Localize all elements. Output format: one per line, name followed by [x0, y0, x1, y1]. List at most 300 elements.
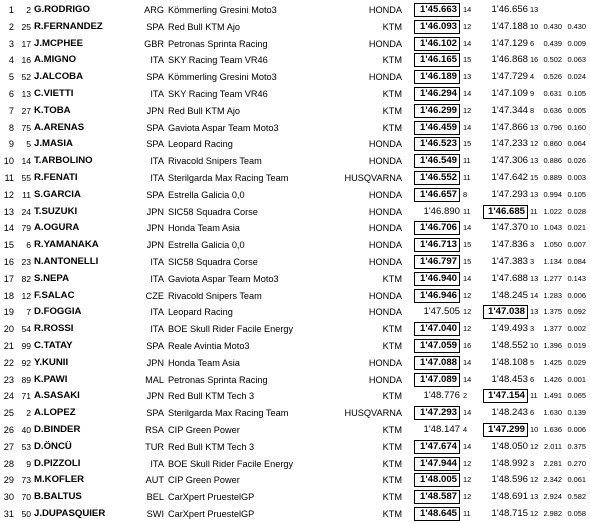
team-cell: SIC58 Squadra Corse: [168, 256, 258, 267]
gap-first-cell: 1.491: [543, 391, 562, 401]
gap-previous-cell: 0.006: [567, 424, 586, 434]
best-lap-cell: [404, 489, 460, 506]
position-cell: 2: [8, 21, 14, 32]
manufacturer-cell: KTM: [382, 21, 402, 32]
team-cell: Honda Team Asia: [168, 223, 240, 234]
nation-cell: ITA: [150, 55, 164, 66]
table-row: [0, 120, 590, 137]
rider-number-cell: 7: [26, 307, 31, 318]
nation-cell: ITA: [150, 273, 164, 284]
gap-previous-cell: 0.026: [567, 156, 586, 166]
best-lap-cell: [404, 2, 460, 19]
gap-previous-cell: 0.021: [567, 223, 586, 233]
second-lap-cell: 1'48.050: [491, 440, 528, 452]
table-row: [0, 338, 590, 355]
position-cell: 22: [3, 357, 14, 368]
best-lap-boxed-value: 1'47.059: [414, 339, 460, 353]
table-row: [0, 237, 590, 254]
best-lap-number-cell: 12: [463, 458, 472, 468]
team-cell: BOE Skull Rider Facile Energy: [168, 324, 294, 335]
manufacturer-cell: HONDA: [368, 290, 402, 301]
nation-cell: JPN: [146, 223, 164, 234]
manufacturer-cell: HONDA: [368, 38, 402, 49]
second-lap-number-cell: 13: [530, 189, 539, 199]
table-row: [0, 170, 590, 187]
second-lap-cell: 1'47.293: [491, 188, 528, 200]
best-lap-number-cell: 14: [463, 441, 472, 451]
gap-first-cell: 2.924: [543, 492, 562, 502]
best-lap-boxed-value: 1'48.645: [414, 507, 460, 521]
best-lap-number-cell: 8: [463, 189, 468, 199]
position-cell: 6: [8, 88, 14, 99]
gap-previous-cell: 0.270: [567, 458, 586, 468]
team-cell: CIP Green Power: [168, 424, 240, 435]
gap-previous-cell: 0.092: [567, 307, 586, 317]
position-cell: 24: [3, 391, 14, 402]
manufacturer-cell: HUSQVARNA: [344, 172, 402, 183]
best-lap-boxed-value: 1'46.713: [414, 238, 460, 252]
best-lap-boxed-value: 1'46.165: [414, 53, 460, 67]
best-lap-boxed-value: 1'46.189: [414, 70, 460, 84]
second-lap-cell: 1'48.691: [491, 491, 528, 503]
rider-number-cell: 12: [21, 290, 31, 301]
best-lap-boxed-value: 1'46.459: [414, 121, 460, 135]
second-lap-number-cell: 8: [530, 105, 535, 115]
second-lap-cell: 1'48.245: [491, 289, 528, 301]
rider-number-cell: 2: [26, 5, 31, 15]
second-lap-cell: [474, 388, 528, 405]
rider-number-cell: 13: [21, 88, 31, 99]
table-row: [0, 372, 590, 389]
second-lap-boxed-value: 1'47.038: [483, 305, 528, 319]
second-lap-cell: 1'47.642: [491, 171, 528, 183]
team-cell: Gaviota Aspar Team Moto3: [168, 273, 279, 284]
gap-first-cell: 1.375: [543, 307, 562, 317]
best-lap-number-cell: 14: [463, 5, 472, 14]
best-lap-number-cell: 11: [463, 156, 471, 166]
best-lap-number-cell: 14: [463, 273, 472, 283]
best-lap-number-cell: 12: [463, 21, 472, 31]
team-cell: CIP Green Power: [168, 475, 240, 486]
manufacturer-cell: KTM: [382, 273, 402, 284]
position-cell: 11: [4, 172, 14, 183]
nation-cell: ARG: [144, 5, 164, 15]
nation-cell: SPA: [146, 189, 164, 200]
second-lap-cell: 1'47.188: [491, 20, 528, 32]
rider-name-cell: Y.KUNII: [34, 356, 69, 368]
rider-number-cell: 52: [21, 72, 31, 83]
rider-number-cell: 24: [21, 206, 31, 217]
team-cell: Rivacold Snipers Team: [168, 290, 262, 301]
second-lap-cell: 1'47.306: [491, 155, 528, 167]
position-cell: 12: [3, 189, 14, 200]
position-cell: 4: [8, 55, 14, 66]
rider-name-cell: M.KOFLER: [34, 474, 85, 486]
gap-first-cell: 1.636: [543, 424, 562, 434]
rider-name-cell: A.OGURA: [34, 222, 80, 234]
best-lap-cell: [404, 237, 460, 254]
second-lap-number-cell: 13: [530, 492, 539, 502]
best-lap-cell: [404, 220, 460, 237]
nation-cell: SPA: [146, 72, 164, 83]
manufacturer-cell: HONDA: [368, 374, 402, 385]
team-cell: Red Bull KTM Tech 3: [168, 441, 255, 452]
rider-number-cell: 5: [26, 139, 31, 150]
rider-name-cell: R.ROSSI: [34, 323, 74, 335]
rider-name-cell: R.FENATI: [34, 171, 78, 183]
second-lap-number-cell: 4: [530, 72, 535, 82]
table-row: [0, 52, 590, 69]
best-lap-cell: [404, 288, 460, 305]
gap-previous-cell: 0.061: [567, 475, 586, 485]
team-cell: BOE Skull Rider Facile Energy: [168, 458, 294, 469]
rider-number-cell: 54: [21, 324, 31, 335]
nation-cell: ITA: [150, 88, 164, 99]
position-cell: 27: [3, 441, 14, 452]
table-row: [0, 456, 590, 473]
gap-first-cell: 2.281: [543, 458, 562, 468]
table-row: [0, 489, 590, 506]
best-lap-boxed-value: 1'46.294: [414, 87, 460, 101]
second-lap-cell: [474, 304, 528, 321]
second-lap-number-cell: 13: [530, 273, 539, 283]
team-cell: Estrella Galicia 0,0: [168, 189, 245, 200]
position-cell: 19: [3, 307, 14, 318]
manufacturer-cell: HONDA: [368, 240, 402, 251]
second-lap-cell: 1'46.656: [491, 4, 528, 15]
rider-name-cell: R.YAMANAKA: [34, 239, 99, 251]
second-lap-number-cell: 16: [530, 55, 539, 65]
second-lap-number-cell: 3: [530, 458, 535, 468]
second-lap-number-cell: 12: [530, 441, 539, 451]
table-row: [0, 472, 590, 489]
nation-cell: JPN: [146, 206, 164, 217]
second-lap-cell: 1'47.729: [491, 71, 528, 83]
best-lap-boxed-value: 1'46.102: [414, 37, 460, 51]
nation-cell: SPA: [146, 21, 164, 32]
table-row: [0, 388, 590, 405]
gap-first-cell: 0.886: [543, 156, 562, 166]
nation-cell: ITA: [150, 458, 164, 469]
team-cell: SKY Racing Team VR46: [168, 88, 268, 99]
second-lap-cell: 1'47.109: [491, 87, 528, 99]
second-lap-boxed-value: 1'47.154: [483, 389, 528, 403]
best-lap-boxed-value: 1'46.093: [414, 20, 460, 34]
gap-previous-cell: 0.028: [567, 206, 586, 216]
manufacturer-cell: HONDA: [368, 72, 402, 83]
team-cell: Petronas Sprinta Racing: [168, 38, 268, 49]
manufacturer-cell: KTM: [382, 508, 402, 519]
rider-number-cell: 99: [21, 340, 31, 351]
manufacturer-cell: HONDA: [368, 357, 402, 368]
rider-number-cell: 16: [21, 55, 31, 66]
position-cell: 21: [3, 340, 14, 351]
second-lap-number-cell: 15: [530, 172, 539, 182]
nation-cell: BEL: [146, 492, 164, 503]
rider-name-cell: J.MASIA: [34, 138, 73, 150]
rider-number-cell: 73: [21, 475, 31, 486]
best-lap-cell: [404, 254, 460, 271]
gap-previous-cell: 0.001: [567, 374, 586, 384]
team-cell: Reale Avintia Moto3: [168, 340, 250, 351]
best-lap-cell: [404, 439, 460, 456]
gap-previous-cell: 0.143: [567, 273, 586, 283]
best-lap-number-cell: 11: [463, 508, 471, 518]
best-lap-number-cell: 15: [463, 139, 472, 149]
second-lap-number-cell: 6: [530, 408, 535, 418]
nation-cell: JPN: [146, 240, 164, 251]
second-lap-cell: 1'47.836: [491, 239, 528, 251]
best-lap-cell: 1'46.890: [423, 205, 460, 217]
manufacturer-cell: KTM: [382, 475, 402, 486]
gap-previous-cell: 0.065: [567, 391, 586, 401]
best-lap-boxed-value: 1'46.523: [414, 137, 460, 151]
best-lap-number-cell: 11: [463, 172, 471, 182]
manufacturer-cell: HONDA: [368, 156, 402, 167]
best-lap-boxed-value: 1'47.944: [414, 457, 460, 471]
second-lap-cell: 1'47.866: [491, 121, 528, 133]
gap-first-cell: 0.526: [543, 72, 562, 82]
position-cell: 25: [3, 408, 14, 419]
team-cell: Rivacold Snipers Team: [168, 156, 262, 167]
position-cell: 13: [3, 206, 14, 217]
best-lap-cell: [404, 36, 460, 53]
gap-first-cell: 0.796: [543, 122, 562, 132]
rider-name-cell: S.GARCIA: [34, 188, 81, 200]
second-lap-cell: 1'48.243: [491, 407, 528, 419]
rider-name-cell: J.DUPASQUIER: [34, 507, 106, 519]
table-row: [0, 69, 590, 86]
best-lap-number-cell: 14: [463, 122, 472, 132]
second-lap-cell: 1'48.108: [491, 356, 528, 368]
nation-cell: ITA: [150, 256, 164, 267]
table-row: [0, 254, 590, 271]
rider-number-cell: 55: [21, 172, 31, 183]
best-lap-boxed-value: 1'46.549: [414, 154, 460, 168]
gap-first-cell: 1.043: [543, 223, 562, 233]
gap-first-cell: 1.426: [543, 374, 562, 384]
table-row: [0, 153, 590, 170]
gap-previous-cell: 0.084: [567, 256, 586, 266]
nation-cell: SPA: [146, 139, 164, 150]
second-lap-number-cell: 3: [530, 256, 535, 266]
best-lap-cell: [404, 153, 460, 170]
second-lap-number-cell: 6: [530, 38, 535, 48]
manufacturer-cell: HUSQVARNA: [344, 408, 402, 419]
second-lap-number-cell: 11: [530, 206, 538, 216]
second-lap-number-cell: 13: [530, 5, 539, 14]
best-lap-cell: 1'48.147: [423, 423, 460, 435]
gap-previous-cell: 0.064: [567, 139, 586, 149]
second-lap-cell: 1'48.992: [491, 457, 528, 469]
manufacturer-cell: HONDA: [368, 5, 402, 15]
team-cell: SKY Racing Team VR46: [168, 55, 268, 66]
best-lap-cell: [404, 86, 460, 103]
team-cell: Estrella Galicia 0,0: [168, 240, 245, 251]
gap-previous-cell: 0.160: [567, 122, 586, 132]
position-cell: 31: [3, 508, 14, 519]
gap-previous-cell: 0.582: [567, 492, 586, 502]
gap-first-cell: 1.283: [543, 290, 562, 300]
rider-name-cell: G.RODRIGO: [34, 4, 90, 15]
manufacturer-cell: KTM: [382, 458, 402, 469]
team-cell: Red Bull KTM Tech 3: [168, 391, 255, 402]
second-lap-cell: 1'48.715: [491, 507, 528, 519]
gap-previous-cell: 0.007: [567, 240, 586, 250]
second-lap-cell: 1'47.233: [491, 138, 528, 150]
table-row: [0, 321, 590, 338]
gap-first-cell: 2.342: [543, 475, 562, 485]
manufacturer-cell: KTM: [382, 340, 402, 351]
team-cell: Leopard Racing: [168, 307, 233, 318]
best-lap-boxed-value: 1'48.587: [414, 490, 460, 504]
position-cell: 30: [3, 492, 14, 503]
table-row: [0, 103, 590, 120]
best-lap-number-cell: 14: [463, 408, 472, 418]
nation-cell: AUT: [145, 475, 164, 486]
second-lap-cell: [474, 422, 528, 439]
second-lap-cell: [474, 204, 528, 221]
rider-number-cell: 82: [21, 273, 31, 284]
manufacturer-cell: KTM: [382, 391, 402, 402]
second-lap-cell: 1'48.552: [491, 339, 528, 351]
best-lap-boxed-value: 1'46.797: [414, 255, 460, 269]
gap-first-cell: 1.425: [543, 357, 562, 367]
position-cell: 5: [8, 72, 14, 83]
best-lap-number-cell: 4: [463, 424, 468, 434]
best-lap-number-cell: 12: [463, 492, 472, 502]
gap-previous-cell: 0.024: [567, 72, 586, 82]
table-row: [0, 355, 590, 372]
table-row: [0, 220, 590, 237]
gap-first-cell: 1.396: [543, 340, 562, 350]
second-lap-boxed-value: 1'46.685: [483, 205, 528, 219]
rider-name-cell: C.VIETTI: [34, 87, 74, 99]
best-lap-cell: [404, 103, 460, 120]
rider-number-cell: 53: [21, 441, 31, 452]
position-cell: 29: [3, 475, 14, 486]
rider-name-cell: A.MIGNO: [34, 54, 77, 66]
manufacturer-cell: KTM: [382, 441, 402, 452]
table-row: [0, 19, 590, 36]
rider-number-cell: 27: [21, 105, 31, 116]
gap-previous-cell: 0.029: [567, 357, 586, 367]
rider-name-cell: A.LOPEZ: [34, 407, 76, 419]
gap-first-cell: 1.277: [543, 273, 562, 283]
position-cell: 7: [8, 105, 14, 116]
rider-number-cell: 71: [21, 391, 31, 402]
second-lap-boxed-value: 1'47.299: [483, 423, 528, 437]
gap-previous-cell: 0.009: [567, 38, 586, 48]
best-lap-cell: [404, 170, 460, 187]
gap-first-cell: 1.050: [543, 240, 562, 250]
rider-name-cell: A.ARENAS: [34, 121, 85, 133]
team-cell: CarXpert PruestelGP: [168, 508, 255, 519]
gap-previous-cell: 0.139: [567, 408, 586, 418]
gap-previous-cell: 0.002: [567, 324, 586, 334]
rider-name-cell: T.ARBOLINO: [34, 155, 93, 167]
rider-number-cell: 9: [26, 458, 31, 469]
nation-cell: ITA: [150, 156, 164, 167]
manufacturer-cell: HONDA: [368, 223, 402, 234]
rider-number-cell: 25: [21, 21, 31, 32]
gap-first-cell: 1.134: [543, 256, 562, 266]
team-cell: Kömmerling Gresini Moto3: [168, 5, 277, 15]
best-lap-boxed-value: 1'47.040: [414, 322, 460, 336]
best-lap-number-cell: 12: [463, 475, 472, 485]
position-cell: 9: [8, 139, 14, 150]
manufacturer-cell: HONDA: [368, 139, 402, 150]
best-lap-number-cell: 15: [463, 55, 472, 65]
best-lap-number-cell: 12: [463, 324, 472, 334]
team-cell: Kömmerling Gresini Moto3: [168, 72, 277, 83]
rider-name-cell: R.FERNANDEZ: [34, 20, 103, 32]
team-cell: Honda Team Asia: [168, 357, 240, 368]
second-lap-number-cell: 10: [530, 21, 539, 31]
nation-cell: JPN: [146, 357, 164, 368]
second-lap-number-cell: 6: [530, 374, 535, 384]
second-lap-number-cell: 12: [530, 139, 539, 149]
gap-first-cell: 0.636: [543, 105, 562, 115]
nation-cell: JPN: [146, 391, 164, 402]
results-table: [0, 2, 590, 523]
best-lap-cell: [404, 506, 460, 523]
rider-name-cell: J.MCPHEE: [34, 37, 84, 49]
position-cell: 15: [3, 240, 14, 251]
second-lap-cell: 1'47.688: [491, 272, 528, 284]
team-cell: Petronas Sprinta Racing: [168, 374, 268, 385]
nation-cell: ITA: [150, 172, 164, 183]
best-lap-boxed-value: 1'46.657: [414, 188, 460, 202]
manufacturer-cell: HONDA: [368, 189, 402, 200]
rider-number-cell: 40: [21, 424, 31, 435]
best-lap-number-cell: 12: [463, 307, 472, 317]
second-lap-number-cell: 13: [530, 307, 539, 317]
second-lap-number-cell: 3: [530, 240, 535, 250]
rider-number-cell: 50: [21, 508, 31, 519]
gap-previous-cell: 0.105: [567, 88, 586, 98]
best-lap-cell: [404, 405, 460, 422]
position-cell: 10: [3, 156, 14, 167]
second-lap-number-cell: 11: [530, 391, 538, 401]
rider-name-cell: B.BALTUS: [34, 491, 82, 503]
best-lap-number-cell: 14: [463, 357, 472, 367]
second-lap-cell: 1'47.383: [491, 255, 528, 267]
best-lap-number-cell: 11: [463, 206, 471, 216]
table-row: [0, 86, 590, 103]
gap-first-cell: 0.430: [543, 21, 562, 31]
gap-previous-cell: 0.006: [567, 290, 586, 300]
rider-number-cell: 89: [21, 374, 31, 385]
rider-number-cell: 11: [22, 189, 31, 200]
rider-name-cell: K.TOBA: [34, 104, 71, 116]
best-lap-boxed-value: 1'47.293: [414, 406, 460, 420]
best-lap-number-cell: 12: [463, 290, 472, 300]
manufacturer-cell: KTM: [382, 122, 402, 133]
nation-cell: TUR: [145, 441, 164, 452]
rider-number-cell: 2: [26, 408, 31, 419]
rider-name-cell: S.NEPA: [34, 272, 70, 284]
team-cell: Sterilgarda Max Racing Team: [168, 408, 289, 419]
best-lap-cell: [404, 472, 460, 489]
best-lap-cell: [404, 52, 460, 69]
rider-number-cell: 92: [21, 357, 31, 368]
second-lap-cell: 1'47.370: [491, 222, 528, 234]
table-row: [0, 304, 590, 321]
position-cell: 23: [3, 374, 14, 385]
rider-name-cell: D.PIZZOLI: [34, 457, 81, 469]
gap-previous-cell: 0.003: [567, 172, 586, 182]
